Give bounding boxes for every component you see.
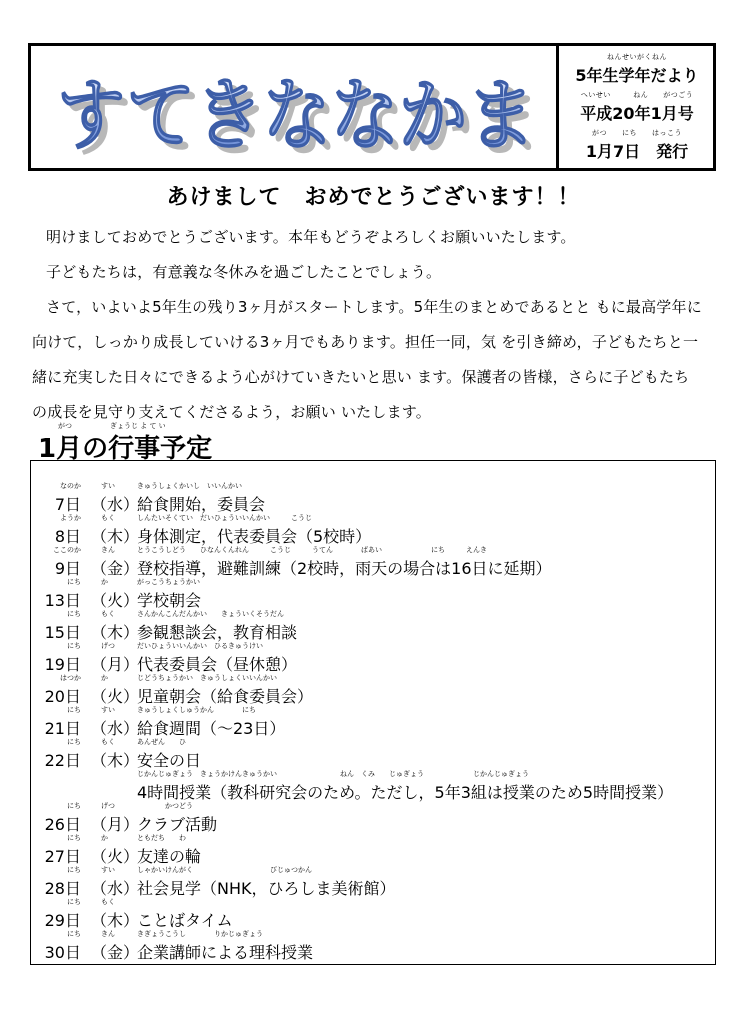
- schedule-row: [31, 865, 717, 897]
- schedule-day: 19日: [44, 655, 81, 674]
- schedule-row: [31, 833, 717, 865]
- ruby: へいせい ねん がつごう: [580, 91, 694, 99]
- schedule-weekday: （火）: [91, 847, 140, 866]
- schedule-row: [31, 609, 717, 641]
- schedule-weekday: （木）: [91, 911, 140, 930]
- schedule-row: [31, 577, 717, 609]
- ruby: すい: [101, 706, 115, 714]
- schedule-day: 30日: [44, 943, 81, 962]
- schedule-event: 給食開始，委員会: [137, 495, 266, 514]
- schedule-weekday: （月）: [91, 815, 140, 834]
- schedule-weekday: （木）: [91, 527, 140, 546]
- schedule-day: 13日: [44, 591, 81, 610]
- ruby: ねんせいがくねん: [607, 53, 667, 61]
- schedule-row: [31, 705, 717, 737]
- ruby: じどうちょうかい きゅうしょくいいんかい: [137, 674, 277, 682]
- issue-info: [561, 50, 713, 166]
- schedule-day: 26日: [44, 815, 81, 834]
- paragraph-line: 緒に充実した日々にできるよう心がけていきたいと思い ます。保護者の皆様，さらに子どもたち: [32, 368, 690, 386]
- ruby: はつか: [60, 674, 81, 682]
- schedule-event: 身体測定，代表委員会（5校時）: [137, 527, 372, 546]
- ruby: とうこうしどう ひなんくんれん こうじ うてん ばあい にち えんき: [137, 546, 487, 554]
- paragraph-line: さて，いよいよ5年生の残り3ヶ月がスタートします。5年生のまとめであるとと もに最高学年に: [46, 298, 702, 316]
- header-divider: [556, 46, 559, 168]
- issue-number: 平成20年1月号: [580, 104, 694, 123]
- schedule-row: [31, 769, 717, 801]
- schedule-event: 友達の輪: [137, 847, 202, 866]
- schedule-day: 20日: [44, 687, 81, 706]
- schedule-row: [31, 545, 717, 577]
- schedule-weekday: （金）: [91, 559, 140, 578]
- schedule-event: クラブ活動: [137, 815, 218, 834]
- title-shadow: すてきななかま: [63, 77, 541, 166]
- ruby: すい: [101, 866, 115, 874]
- ruby: にち: [67, 610, 81, 618]
- schedule-row: [31, 641, 717, 673]
- schedule-event: 4時間授業（教科研究会のため。ただし，5年3組は授業のため5時間授業）: [137, 783, 674, 802]
- grade-newsletter-label: 5年生学年だより: [575, 66, 699, 85]
- schedule-row: [31, 481, 717, 513]
- ruby: もく: [101, 738, 115, 746]
- ruby: にち: [67, 834, 81, 842]
- ruby: げつ: [101, 802, 115, 810]
- schedule-event: 社会見学（NHK，ひろしま美術館）: [137, 879, 396, 898]
- schedule-weekday: （月）: [91, 655, 140, 674]
- ruby: にち: [67, 578, 81, 586]
- schedule-day: 29日: [44, 911, 81, 930]
- schedule-event: 登校指導，避難訓練（2校時，雨天の場合は16日に延期）: [137, 559, 552, 578]
- schedule-weekday: （木）: [91, 623, 140, 642]
- ruby: ぎょうじ よ て い: [110, 422, 166, 430]
- schedule-weekday: （木）: [91, 751, 140, 770]
- ruby: にち: [67, 866, 81, 874]
- ruby: しゃかいけんがく びじゅつかん: [137, 866, 312, 874]
- ruby: がつ にち はっこう: [592, 129, 682, 137]
- schedule-weekday: （金）: [91, 943, 140, 962]
- ruby: きゅうしょくかいし いいんかい: [137, 482, 242, 490]
- schedule-weekday: （火）: [91, 591, 140, 610]
- ruby: さんかんこんだんかい きょういくそうだん: [137, 610, 284, 618]
- schedule-row: [31, 737, 717, 769]
- paragraph-line: 向けて，しっかり成長していける3ヶ月でもあります。担任一同，気 を引き締め，子どもたちと一: [32, 333, 699, 351]
- ruby: にち: [67, 930, 81, 938]
- ruby: もく: [101, 610, 115, 618]
- schedule-event: 給食週間（～23日）: [137, 719, 286, 738]
- ruby: ともだち わ: [137, 834, 186, 842]
- schedule-day: 27日: [44, 847, 81, 866]
- paragraph-line: 子どもたちは，有意義な冬休みを過ごしたことでしょう。: [46, 263, 442, 281]
- schedule-row: [31, 513, 717, 545]
- ruby: きぎょうこうし りかじゅぎょう: [137, 930, 263, 938]
- ruby: かつどう: [137, 802, 193, 810]
- schedule-day: 15日: [44, 623, 81, 642]
- ruby: にち: [67, 802, 81, 810]
- ruby: げつ: [101, 642, 115, 650]
- schedule-event: ことばタイム: [137, 911, 233, 930]
- schedule-day: 28日: [44, 879, 81, 898]
- ruby: がつ: [58, 422, 72, 430]
- schedule-weekday: （火）: [91, 687, 140, 706]
- schedule-day: 9日: [54, 559, 81, 578]
- ruby: ようか: [60, 514, 81, 522]
- schedule-event: 代表委員会（昼休憩）: [137, 655, 298, 674]
- ruby: ここのか: [53, 546, 81, 554]
- ruby: すい: [101, 482, 115, 490]
- ruby: しんたいそくてい だいひょういいんかい こうじ: [137, 514, 312, 522]
- schedule-weekday: （水）: [91, 719, 140, 738]
- ruby: もく: [101, 514, 115, 522]
- ruby: か: [101, 578, 108, 586]
- ruby: がっこうちょうかい: [137, 578, 200, 586]
- issue-line-number: [561, 88, 713, 126]
- schedule-event: 学校朝会: [137, 591, 202, 610]
- schedule-title: 1月の行事予定: [38, 434, 213, 464]
- schedule-day: 7日: [54, 495, 81, 514]
- schedule-day: 21日: [44, 719, 81, 738]
- ruby: じかんじゅぎょう きょうかけんきゅうかい ねん くみ じゅぎょう じかんじゅぎょう: [137, 770, 529, 778]
- header-box: [28, 43, 716, 171]
- schedule-event: 参観懇談会，教育相談: [137, 623, 298, 642]
- paragraph-line: 明けましておめでとうございます。本年もどうぞよろしくお願いいたします。: [46, 228, 576, 246]
- schedule-row: [31, 897, 717, 929]
- schedule-row: [31, 801, 717, 833]
- ruby: か: [101, 834, 108, 842]
- title-logo: [45, 50, 550, 166]
- ruby: にち: [67, 706, 81, 714]
- ruby: か: [101, 674, 108, 682]
- ruby: にち: [67, 898, 81, 906]
- issue-line-date: [561, 126, 713, 164]
- ruby: だいひょういいんかい ひるきゅうけい: [137, 642, 263, 650]
- schedule-box: [30, 460, 716, 965]
- greeting-heading: あけまして おめでとうございます！！: [166, 185, 581, 210]
- schedule-day: 22日: [44, 751, 81, 770]
- schedule-row: [31, 673, 717, 705]
- paragraph-line: の成長を見守り支えてくださるよう，お願い いたします。: [32, 403, 431, 421]
- schedule-event: 児童朝会（給食委員会）: [137, 687, 314, 706]
- ruby: きん: [101, 546, 115, 554]
- issue-line-grade: [561, 50, 713, 88]
- schedule-weekday: （水）: [91, 495, 140, 514]
- ruby: なのか: [60, 482, 81, 490]
- schedule-event: 企業講師による理科授業: [137, 943, 314, 962]
- schedule-day: 8日: [54, 527, 81, 546]
- ruby: きゅうしょくしゅうかん にち: [137, 706, 256, 714]
- title-text: すてきななかま: [57, 71, 535, 161]
- schedule-row: [31, 929, 717, 961]
- issue-date: 1月7日 発行: [585, 142, 689, 161]
- ruby: にち: [67, 642, 81, 650]
- ruby: にち: [67, 738, 81, 746]
- schedule-event: 安全の日: [137, 751, 202, 770]
- ruby: もく: [101, 898, 115, 906]
- ruby: あんぜん ひ: [137, 738, 186, 746]
- schedule-weekday: （水）: [91, 879, 140, 898]
- ruby: きん: [101, 930, 115, 938]
